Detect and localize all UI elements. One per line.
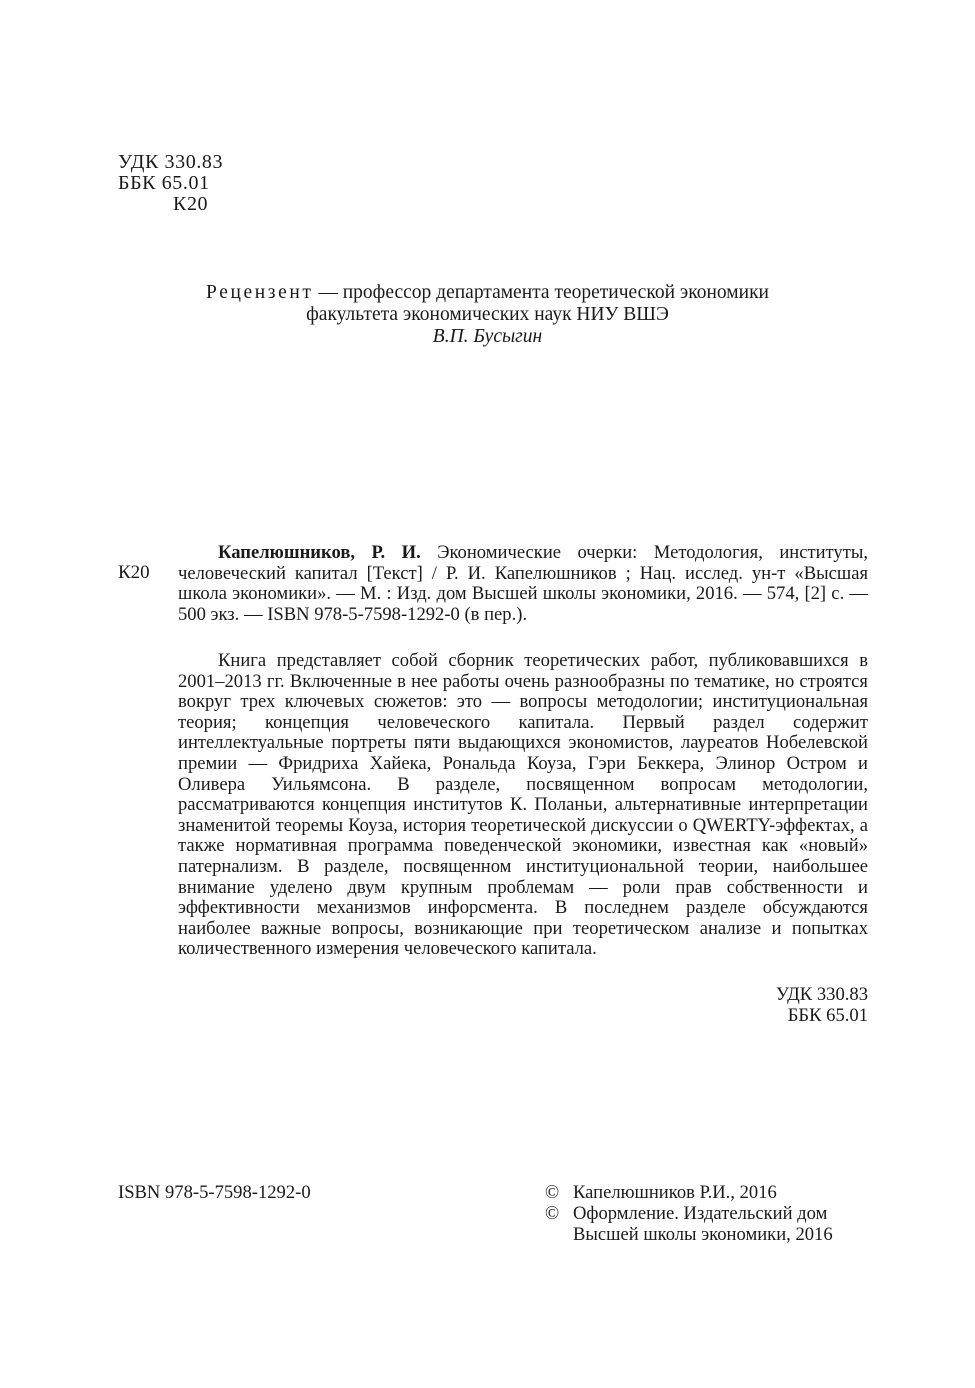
copyright-author (545, 1182, 833, 1203)
isbn: ISBN 978-5-7598-1292-0 (118, 1182, 311, 1203)
reviewer-line-2: факультета экономических наук НИУ ВШЭ (306, 304, 669, 325)
reviewer-label: Рецензент (206, 282, 314, 303)
footer-codes (776, 984, 868, 1026)
reviewer-position: — профессор департамента теоретической экономики (313, 282, 769, 303)
copyright-author-text: Капелюшников Р.И., 2016 (573, 1182, 777, 1203)
bbk-code: ББК 65.01 (118, 172, 210, 194)
annotation-text: Книга представляет собой сборник теоретических работ, публиковавшихся в 2001–2013 гг. Включенные в нее работы очень разнообразны по тематике, но строятся вокруг трех ключевых сюжетов: это — вопросы методологии; институциональная теория; концепция человеческого капитала. Первый раздел содержит интеллектуальные портреты пяти выдающихся экономистов, лауреатов Нобелевской премии — Фридриха Хайека, Рональда Коуза, Гэри Беккера, Элинор Остром и Оливера Уильямсона. В разделе, посвященном вопросам методологии, рассматриваются концепция институтов К. Поланьи, альтернативные интерпретации знаменитой теоремы Коуза, история теоретической дискуссии о QWERTY-эффектах, а также нормативная программа поведенческой экономики, известная как «новый» патернализм. В разделе, посвященном институциональной теории, наибольшее внимание уделено двум крупным проблемам — роли прав собственности и эффективности механизмов инфорсмента. В последнем разделе обсуждаются наиболее важные вопросы, возникающие при теоретическом анализе и попытках количественного измерения человеческого капитала. (178, 650, 868, 960)
entry-author: Капелюшников, Р. И. (218, 542, 421, 563)
udk-code: УДК 330.83 (118, 151, 224, 173)
entry-author-mark: К20 (118, 562, 150, 583)
reviewer-name: В.П. Бусыгин (432, 326, 543, 347)
copyright-publisher-text: Высшей школы экономики, 2016 (573, 1224, 833, 1245)
copyright-design-text: Оформление. Издательский дом (573, 1203, 828, 1224)
bibliographic-text (178, 543, 868, 625)
copyright-symbol: © (545, 1203, 560, 1224)
classification-codes (118, 152, 223, 215)
copyright-symbol: © (545, 1182, 560, 1203)
reviewer-block (0, 282, 975, 348)
copyright-publisher (545, 1224, 833, 1245)
copyright-design (545, 1203, 833, 1224)
copyright-block (545, 1182, 833, 1245)
annotation (178, 651, 868, 960)
bibliographic-entry (178, 543, 868, 625)
author-mark: К20 (173, 193, 209, 215)
reviewer-line-1 (0, 282, 975, 304)
entry-description: Экономические очерки: Методология, институты, человеческий капитал [Текст] / Р. И. Капелюшников ; Нац. исслед. ун-т «Высшая школа экономики». — М. : Изд. дом Высшей школы экономики, 2016. — 574, [2] с. — 500 экз. — ISBN 978-5-7598-1292-0 (в пер.). (178, 542, 868, 625)
footer-udk: УДК 330.83 (775, 984, 868, 1005)
footer-bbk: ББК 65.01 (787, 1005, 868, 1026)
